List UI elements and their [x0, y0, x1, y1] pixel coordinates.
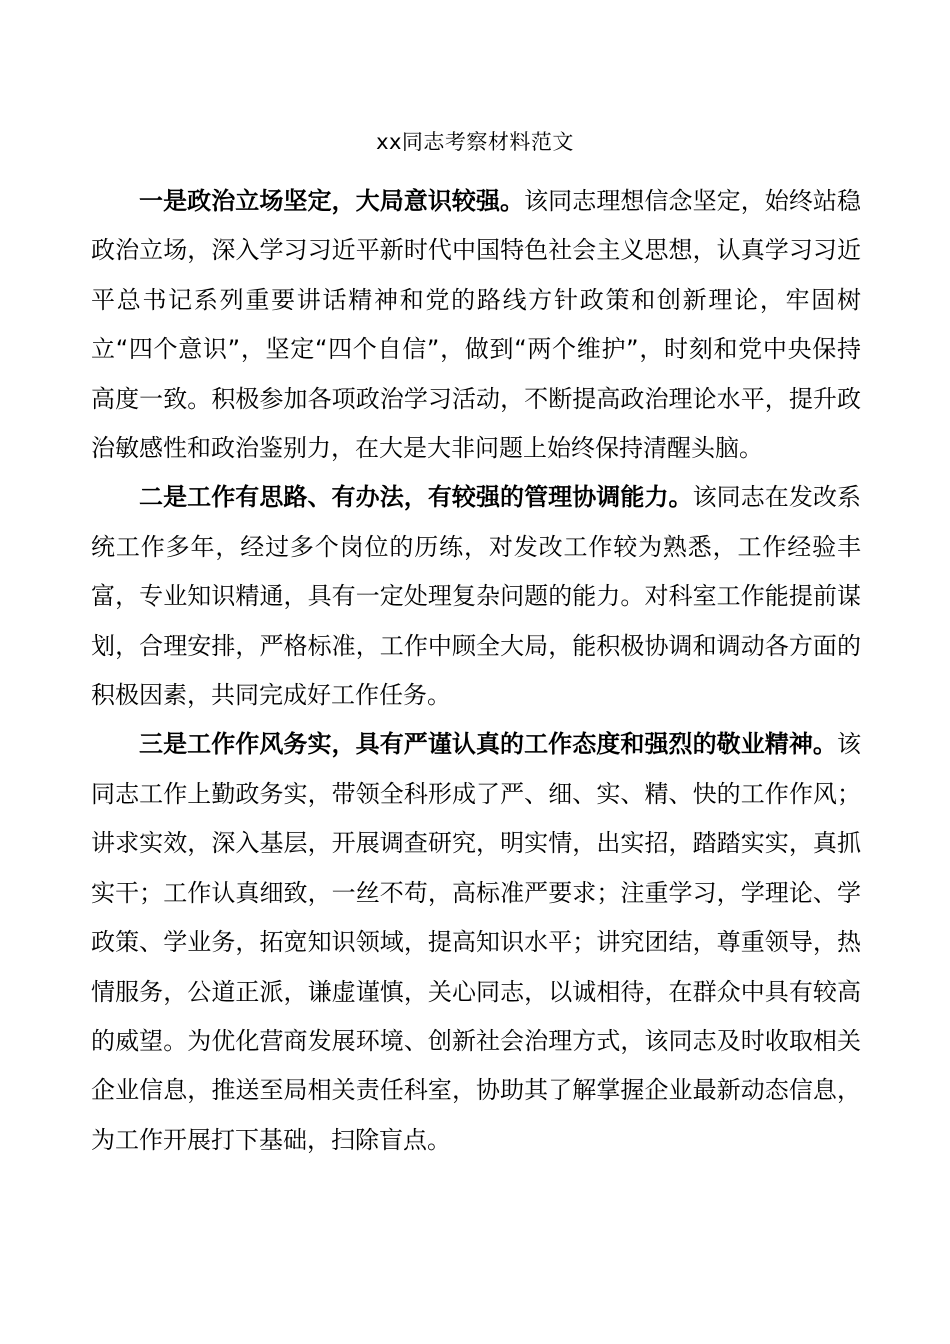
paragraph-lead: 二是工作有思路、有办法，有较强的管理协调能力。	[139, 483, 693, 512]
paragraph-work-style	[91, 720, 861, 1165]
paragraph-body: 该同志在发改系统工作多年，经过多个岗位的历练，对发改工作较为熟悉，工作经验丰富，专业知识精通，具有一定处理复杂问题的能力。对科室工作能提前谋划，合理安排，严格标准，工作中顾全大局，能积极协调和调动各方面的积极因素，共同完成好工作任务。	[91, 483, 862, 710]
document-body	[91, 177, 861, 1165]
paragraph-body: 该同志工作上勤政务实，带领全科形成了严、细、实、精、快的工作作风；讲求实效，深入基层，开展调查研究，明实情，出实招，踏踏实实，真抓实干；工作认真细致，一丝不苟，高标准严要求；注重学习，学理论、学政策、学业务，拓宽知识领域，提高知识水平；讲究团结，尊重领导，热情服务，公道正派，谦虚谨慎，关心同志，以诚相待，在群众中具有较高的威望。为优化营商发展环境、创新社会治理方式，该同志及时收取相关企业信息，推送至局相关责任科室，协助其了解掌握企业最新动态信息，为工作开展打下基础，扫除盲点。	[91, 730, 861, 1154]
document-title: xx同志考察材料范文	[376, 130, 574, 154]
paragraph-lead: 三是工作作风务实，具有严谨认真的工作态度和强烈的敬业精神。	[139, 730, 837, 759]
paragraph-management-ability	[91, 473, 861, 720]
paragraph-body: 该同志理想信念坚定，始终站稳政治立场，深入学习习近平新时代中国特色社会主义思想，认真学习习近平总书记系列重要讲话精神和党的路线方针政策和创新理论，牢固树立“四个意识”，坚定“四个自信”，做到“两个维护”，时刻和党中央保持高度一致。积极参加各项政治学习活动，不断提高政治理论水平，提升政治敏感性和政治鉴别力，在大是大非问题上始终保持清醒头脑。	[91, 187, 862, 463]
paragraph-lead: 一是政治立场坚定，大局意识较强。	[139, 187, 525, 215]
paragraph-political-stance	[91, 177, 861, 473]
